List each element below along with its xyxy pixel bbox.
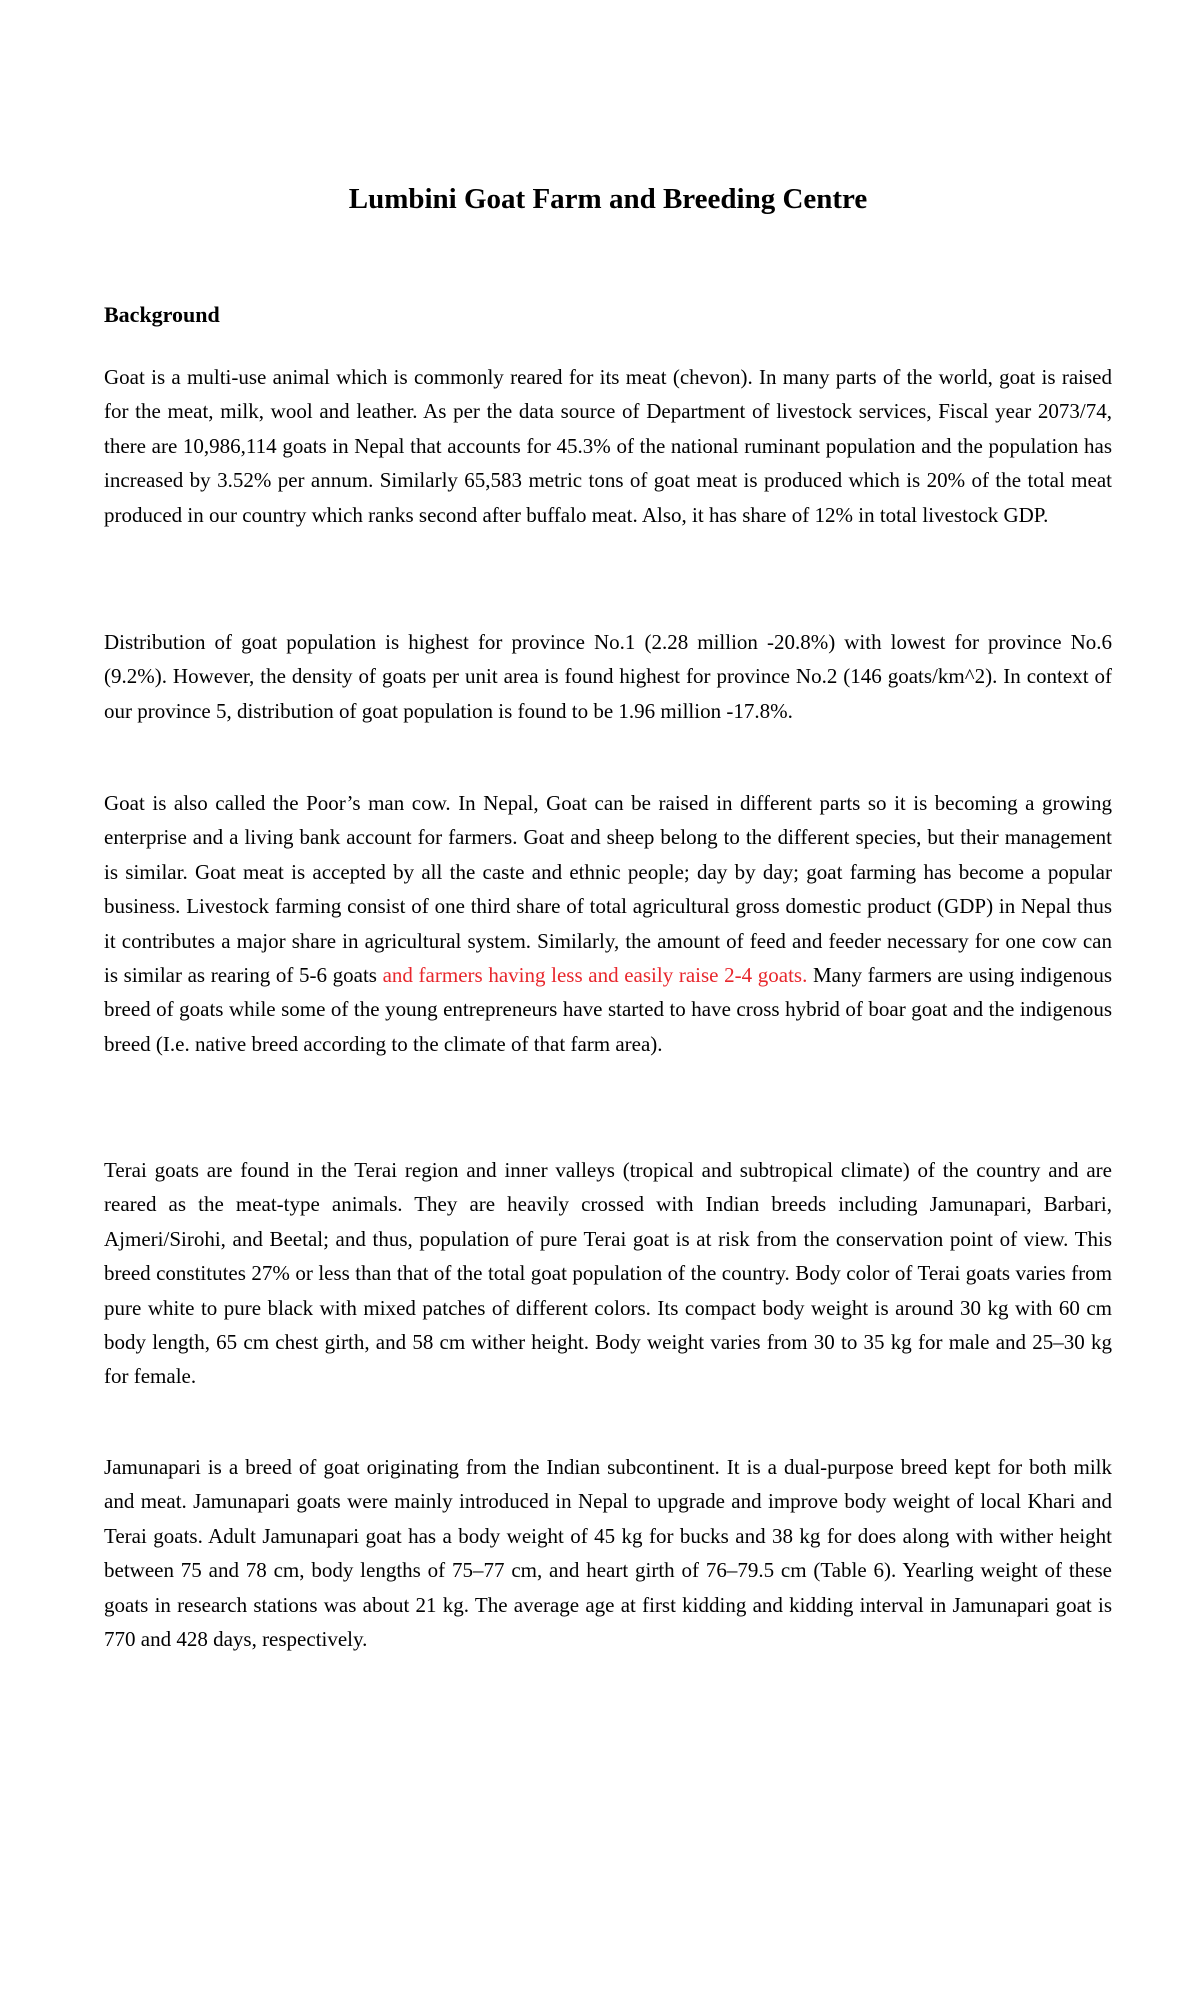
paragraph-goat-overview: Goat is a multi-use animal which is commonly reared for its meat (chevon). In many parts of the world, goat is raised for the meat, milk, wool and leather. As per the data source of Department of livestock services, Fiscal year 2073/74, there are 10,986,114 goats in Nepal that accounts for 45.3% of the national ruminant population and the population has increased by 3.52% per annum. Similarly 65,583 metric tons of goat meat is produced which is 20% of the total meat produced in our country which ranks second after buffalo meat. Also, it has share of 12% in total livestock GDP. bbox=[104, 365, 1112, 527]
paragraph-text-before-highlight: Goat is also called the Poor’s man cow. In Nepal, Goat can be raised in different parts so it is becoming a growing enterprise and a living bank account for farmers. Goat and sheep belong to the different species, but their management is similar. Goat meat is accepted by all the caste and ethnic people; day by day; goat farming has become a popular business. Livestock farming consist of one third share of total agricultural gross domestic product (GDP) in Nepal thus it contributes a major share in agricultural system. Similarly, the amount of feed and feeder necessary for one cow can is similar as rearing of 5-6 goats bbox=[104, 791, 1112, 988]
paragraph-population-distribution: Distribution of goat population is highest for province No.1 (2.28 million -20.8%) with lowest for province No.6 (9.2%). However, the density of goats per unit area is found highest for province No.2 (146 goats/km^2). In context of our province 5, distribution of goat population is found to be 1.96 million -17.8%. bbox=[104, 630, 1112, 723]
highlighted-text: and farmers having less and easily raise 2-4 goats. bbox=[382, 963, 808, 988]
paragraph-terai-goats: Terai goats are found in the Terai region and inner valleys (tropical and subtropical climate) of the country and are reared as the meat-type animals. They are heavily crossed with Indian breeds including Jamunapari, Barbari, Ajmeri/Sirohi, and Beetal; and thus, population of pure Terai goat is at risk from the conservation point of view. This breed constitutes 27% or less than that of the total goat population of the country. Body color of Terai goats varies from pure white to pure black with mixed patches of different colors. Its compact body weight is around 30 kg with 60 cm body length, 65 cm chest girth, and 58 cm wither height. Body weight varies from 30 to 35 kg for male and 25–30 kg for female. bbox=[104, 1158, 1112, 1389]
paragraph-poor-mans-cow bbox=[104, 786, 1112, 1061]
document-title: Lumbini Goat Farm and Breeding Centre bbox=[348, 183, 868, 215]
paragraph-jamunapari: Jamunapari is a breed of goat originating from the Indian subcontinent. It is a dual-purpose breed kept for both milk and meat. Jamunapari goats were mainly introduced in Nepal to upgrade and improve body weight of local Khari and Terai goats. Adult Jamunapari goat has a body weight of 45 kg for bucks and 38 kg for does along with wither height between 75 and 78 cm, body lengths of 75–77 cm, and heart girth of 76–79.5 cm (Table 6). Yearling weight of these goats in research stations was about 21 kg. The average age at first kidding and kidding interval in Jamunapari goat is 770 and 428 days, respectively. bbox=[104, 1455, 1112, 1652]
section-heading-background: Background bbox=[104, 302, 220, 327]
paragraph-text-after-highlight: Many farmers are using indigenous breed of goats while some of the young entrepreneurs have started to have cross hybrid of boar goat and the indigenous breed (I.e. native breed according to the climate of that farm area). bbox=[104, 963, 1112, 1056]
